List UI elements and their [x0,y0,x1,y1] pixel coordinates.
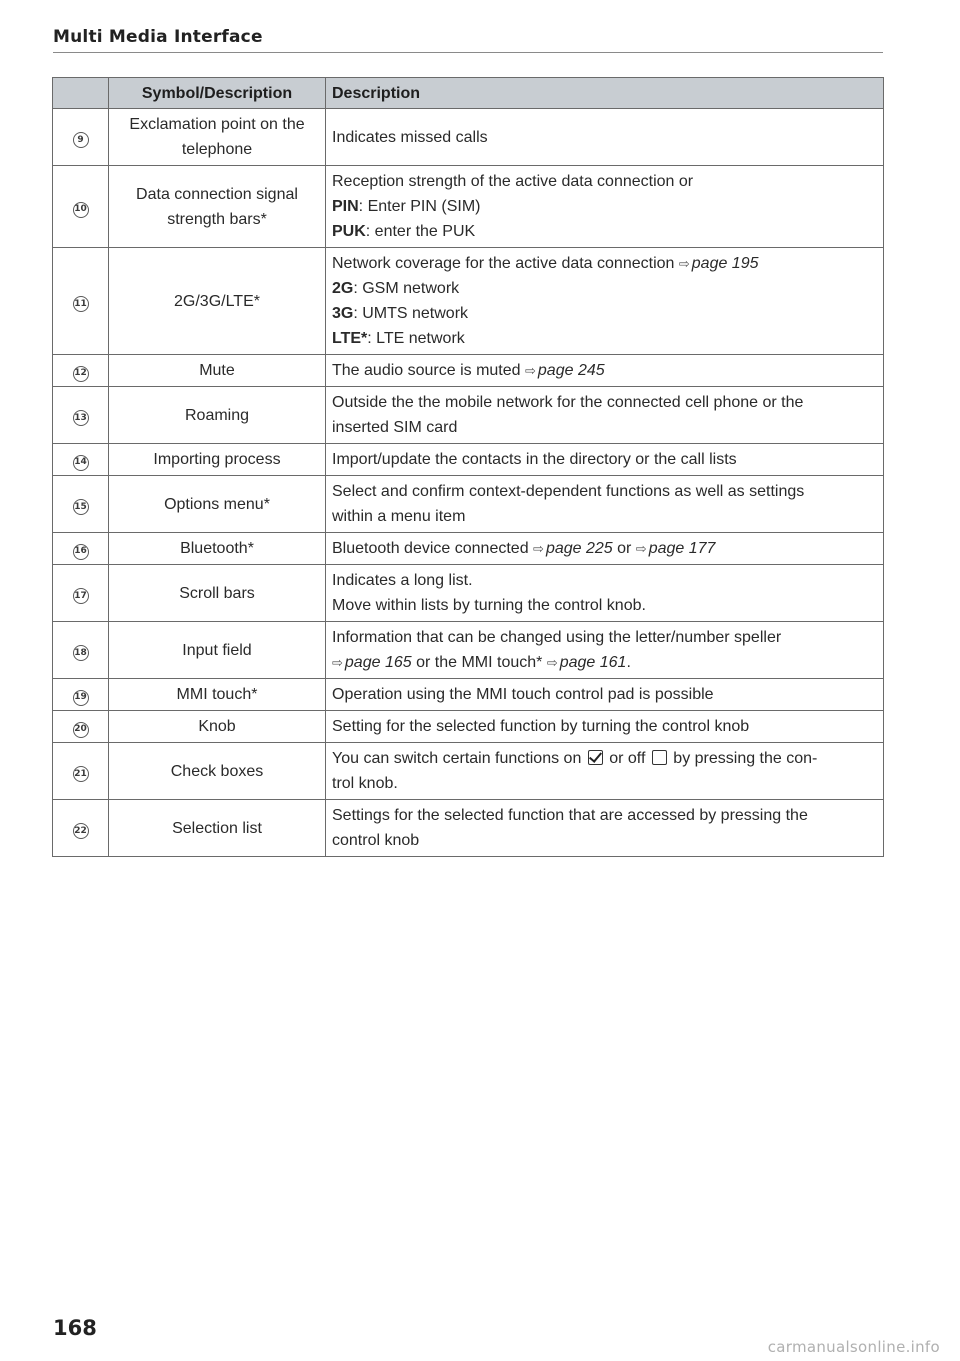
symbol-label: strength bars* [167,210,267,228]
description-line [332,169,877,194]
item-number-cell [53,800,109,857]
circled-number-badge: 20 [73,722,89,738]
description-cell [326,533,884,565]
description-text: by pressing the con- [668,750,818,767]
arrow-right-icon: ⇨ [332,655,343,670]
table-row [53,109,884,166]
description-text: Select and confirm context-dependent functions as well as settings [332,483,805,500]
page-number: 168 [53,1316,97,1340]
description-line [332,771,877,796]
item-number-cell [53,476,109,533]
keyword-text: 3G [332,305,354,322]
circled-number-badge: 15 [73,499,89,515]
column-header-description: Description [326,78,884,109]
description-text: Outside the the mobile network for the connected cell phone or the [332,394,804,411]
description-text: within a menu item [332,508,466,525]
arrow-right-icon: ⇨ [678,256,690,271]
circled-number-badge: 14 [73,455,89,471]
description-cell [326,355,884,387]
description-text: Indicates missed calls [332,128,488,146]
description-line [332,447,877,472]
description-text: Move within lists by turning the control knob. [332,597,646,614]
description-line [332,326,877,351]
description-cell [326,248,884,355]
description-text: Setting for the selected function by turning the control knob [332,718,750,735]
description-line [332,568,877,593]
symbol-cell [109,565,326,622]
symbol-label: Mute [199,362,235,379]
description-text: inserted SIM card [332,419,458,436]
circled-number-badge: 16 [73,544,89,560]
page-reference-link[interactable] [679,255,759,272]
symbol-label: Input field [182,641,252,659]
arrow-right-icon: ⇨ [635,541,647,556]
table-row [53,533,884,565]
page-reference-link[interactable] [547,654,627,671]
description-text: Network coverage for the active data connection [332,255,679,272]
page-reference-text: page 161 [559,654,627,671]
description-cell [326,711,884,743]
description-line [332,593,877,618]
table-row [53,444,884,476]
description-cell [326,476,884,533]
circled-number-badge: 22 [73,823,89,839]
circled-number-badge: 12 [73,366,89,382]
item-number-cell [53,711,109,743]
item-number-cell [53,387,109,444]
page-reference-link[interactable] [525,362,605,379]
symbol-label: Bluetooth* [180,540,254,557]
table-row [53,711,884,743]
column-header-number [53,78,109,109]
symbol-label: 2G/3G/LTE* [174,292,260,310]
item-number-cell [53,248,109,355]
description-text: Bluetooth device connected [332,540,534,557]
description-cell [326,622,884,679]
description-text: You can switch certain functions on [332,750,586,767]
item-number-cell [53,109,109,166]
page-reference-text: page 165 [344,654,412,671]
circled-number-badge: 13 [73,410,89,426]
table-row [53,355,884,387]
header-divider [53,52,883,53]
description-text: control knob [332,832,420,849]
description-line [332,301,877,326]
description-line [332,714,877,739]
description-text: Import/update the contacts in the directory or the call lists [332,451,737,468]
table-row [53,476,884,533]
description-text: : LTE network [367,330,465,347]
description-text: The audio source is muted [332,362,525,379]
keyword-text: LTE* [332,330,368,347]
table-row [53,387,884,444]
symbol-cell [109,387,326,444]
table-row [53,166,884,248]
table-row [53,565,884,622]
circled-number-badge: 18 [73,645,89,661]
description-line [332,803,877,828]
symbol-label: telephone [181,141,253,158]
symbol-label: Importing process [153,451,281,468]
description-cell [326,444,884,476]
symbol-cell [109,743,326,800]
description-line [332,251,877,276]
table-header-row [53,78,884,109]
symbol-cell [109,355,326,387]
description-line [332,276,877,301]
keyword-text: PIN [332,198,359,215]
table-body [53,109,884,857]
description-line [332,536,877,561]
description-text: Reception strength of the active data connection or [332,173,694,190]
description-text: Indicates a long list. [332,572,473,589]
description-cell [326,679,884,711]
page-reference-text: page 245 [537,362,605,379]
arrow-right-icon: ⇨ [533,541,544,556]
checkbox-checked-icon [588,750,603,765]
symbol-label: Scroll bars [179,584,255,602]
arrow-right-icon: ⇨ [546,655,558,670]
circled-number-badge: 19 [73,690,89,706]
table-row [53,679,884,711]
page-reference-text: page 225 [545,540,613,557]
symbol-label: Selection list [172,819,262,837]
item-number-cell [53,166,109,248]
description-line [332,479,877,504]
symbol-label: Options menu* [164,495,270,513]
description-cell [326,565,884,622]
description-line [332,194,877,219]
description-cell [326,166,884,248]
symbol-description-table [52,77,884,857]
description-line [332,682,877,707]
description-text: Operation using the MMI touch control pad is possible [332,686,714,703]
item-number-cell [53,444,109,476]
table-row [53,248,884,355]
description-text: Information that can be changed using the letter/number speller [332,629,782,646]
item-number-cell [53,533,109,565]
watermark: carmanualsonline.info [767,1338,940,1356]
symbol-cell [109,109,326,166]
symbol-cell [109,800,326,857]
table-row [53,622,884,679]
description-text: Settings for the selected function that are accessed by pressing the [332,807,808,824]
table-row [53,800,884,857]
description-text: or the MMI touch* [411,654,547,671]
description-line [332,828,877,853]
page-header-title: Multi Media Interface [53,27,263,47]
checkbox-unchecked-icon [652,750,667,765]
description-line [332,625,877,650]
description-text: : UMTS network [353,305,469,322]
description-line [332,390,877,415]
description-cell [326,743,884,800]
symbol-label: MMI touch* [176,686,258,703]
description-text: : GSM network [353,280,460,297]
symbol-label: Check boxes [170,762,264,780]
description-line [332,746,877,771]
description-line [332,504,877,529]
symbol-label: Data connection signal [136,185,298,203]
circled-number-badge: 10 [73,202,89,218]
symbol-cell [109,679,326,711]
symbol-cell [109,248,326,355]
item-number-cell [53,355,109,387]
description-text: : Enter PIN (SIM) [358,198,481,215]
arrow-right-icon: ⇨ [525,363,536,378]
symbol-cell [109,711,326,743]
symbol-label: Knob [198,718,236,735]
circled-number-badge: 17 [73,588,89,604]
page-reference-link[interactable] [332,654,412,671]
item-number-cell [53,565,109,622]
description-line [332,358,877,383]
description-text: or off [604,750,650,767]
item-number-cell [53,743,109,800]
description-text: : enter the PUK [365,223,476,240]
keyword-text: PUK [332,223,366,240]
table-row [53,743,884,800]
description-text: . [626,654,631,671]
circled-number-badge: 9 [73,132,89,148]
symbol-label: Roaming [184,406,250,424]
symbol-cell [109,622,326,679]
page-reference-text: page 195 [691,255,759,272]
description-cell [326,109,884,166]
page-reference-link[interactable] [636,540,716,557]
circled-number-badge: 21 [73,766,89,782]
item-number-cell [53,679,109,711]
description-text: trol knob. [332,775,398,792]
item-number-cell [53,622,109,679]
description-line [332,125,877,150]
symbol-cell [109,476,326,533]
description-line [332,415,877,440]
page-reference-text: page 177 [648,540,716,557]
description-line [332,219,877,244]
symbol-cell [109,444,326,476]
description-cell [326,800,884,857]
column-header-symbol: Symbol/Description [109,78,326,109]
description-text: or [612,540,636,557]
symbol-cell [109,166,326,248]
circled-number-badge: 11 [73,296,89,312]
keyword-text: 2G [332,280,354,297]
description-cell [326,387,884,444]
page-reference-link[interactable] [533,540,613,557]
symbol-cell [109,533,326,565]
description-line [332,650,877,675]
symbol-label: Exclamation point on the [129,116,305,133]
